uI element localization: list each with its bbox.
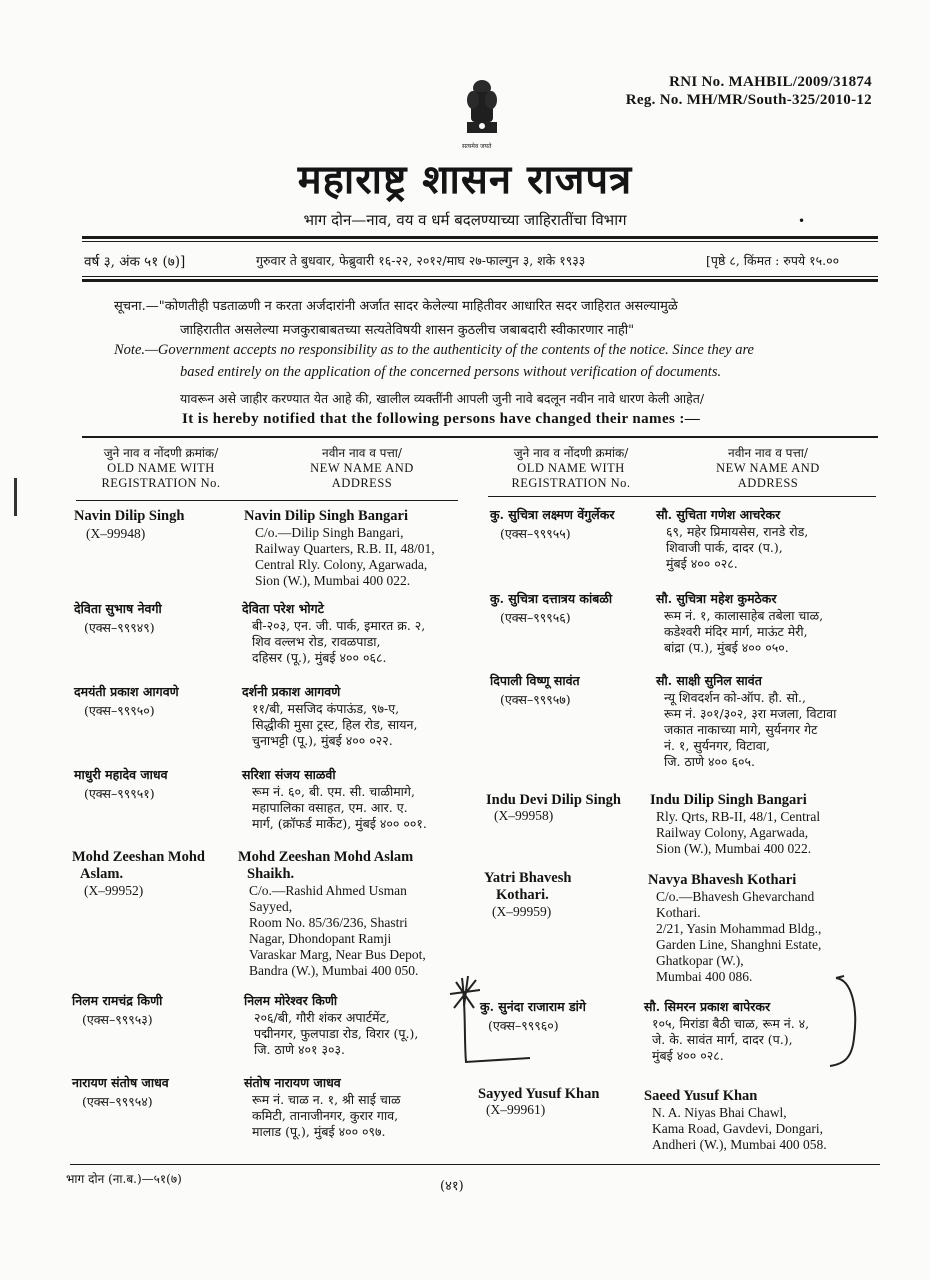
footer-page-number: (४१) [440,1179,464,1194]
header-new-name-right: नवीन नाव व पत्ता/ NEW NAME AND ADDRESS [716,446,820,490]
emblem-motto: सत्यमेव जयते [462,143,492,150]
entry-reg-number: (एक्स–९९९५०) [84,703,155,718]
gazette-title: महाराष्ट्र शासन राजपत्र [297,156,633,203]
entry-old-name: Sayyed Yusuf Khan [478,1086,600,1102]
header-rule-right [488,496,876,497]
entry-address: C/o.—Dilip Singh Bangari, Railway Quarters, R.B. II, 48/01, Central Rly. Colony, Agarwada, Sion (W.), Mumbai 400 022. [255,525,435,588]
entry-address: बी-२०३, एन. जी. पार्क, इमारत क्र. २, शिव वल्लभ रोड, रावळपाडा, दहिसर (पू.), मुंबई ४०० ०६८. [252,618,426,665]
entry-new-name: निलम मोरेश्वर किणी [244,993,338,1008]
entry-address: रूम नं. ६०, बी. एम. सी. चाळीमागे, महापालिका वसाहत, एम. आर. ए. मार्ग, (क्रॉफर्ड मार्केट), मुंबई ४०० ००१. [252,784,427,831]
issue-volume: वर्ष ३, अंक ५१ (७)] [84,254,186,270]
entry-new-name: Mohd Zeeshan Mohd Aslam [238,849,414,865]
entry-address: २०६/बी, गौरी शंकर अपार्टमेंट, पद्मीनगर, फुलपाडा रोड, विरार (पू.), जि. ठाणे ४०१ ३०३. [254,1010,419,1057]
top-rule-thin [82,241,878,242]
header-old-name-left: जुने नाव व नोंदणी क्रमांक/ OLD NAME WITH REGISTRATION No. [101,446,221,490]
entry-old-name: कु. सुचित्रा दत्तात्रय कांबळी [490,591,613,606]
entry-old-name: Indu Devi Dilip Singh [486,792,621,808]
entry-new-name: दर्शनी प्रकाश आगवणे [242,684,341,699]
entry-address: N. A. Niyas Bhai Chawl, Kama Road, Gavdevi, Dongari, Andheri (W.), Mumbai 400 058. [652,1105,827,1152]
issue-pages-price: [पृष्ठे ८, किंमत : रुपये १५.०० [706,253,840,268]
issue-rule [82,279,878,282]
entry-new-name-cont: Shaikh. [247,866,295,882]
entry-reg-number: (एक्स–९९९५५) [500,526,571,541]
entry-old-name: निलम रामचंद्र किणी [72,993,163,1008]
entry-new-name: Saeed Yusuf Khan [644,1088,758,1104]
entry-reg-number: (एक्स–९९९६०) [488,1018,559,1033]
entry-address: १०५, मिरांडा बैठी चाळ, रूम नं. ४, जे. के. सावंत मार्ग, दादर (प.), मुंबई ४०० ०२८. [652,1016,810,1063]
entry-new-name: सौ. सुचिता गणेश आचरेकर [656,507,781,522]
entry-new-name: Navya Bhavesh Kothari [648,872,797,888]
entry-reg-number: (X–99948) [86,526,146,541]
entry-address: ६९, महेर प्रिमायसेस, रानडे रोड, शिवाजी पार्क, दादर (प.), मुंबई ४०० ०२८. [666,524,809,571]
entry-address: Rly. Qrts, RB-II, 48/1, Central Railway Colony, Agarwada, Sion (W.), Mumbai 400 022. [656,809,821,856]
notice-english-line1: Note.—Government accepts no responsibility as to the authenticity of the contents of the notice. Since they are [114,342,754,358]
footer-rule [70,1164,880,1165]
entry-old-name-cont: Kothari. [496,887,549,903]
entry-new-name: Indu Dilip Singh Bangari [650,792,807,808]
entry-new-name: सौ. सिमरन प्रकाश बापेरकर [644,999,771,1014]
entry-old-name: Navin Dilip Singh [74,508,185,524]
notice-marathi-line2: जाहिरातीत असलेल्या मजकुराबाबतच्या सत्यतेविषयी शासन कुठलीच जबाबदारी स्वीकारणार नाही" [180,323,635,338]
entry-new-name: सरिशा संजय साळवी [242,767,336,782]
rni-number: RNI No. MAHBIL/2009/31874 [669,74,872,90]
handwritten-bracket-mark [440,968,860,1078]
entry-reg-number: (X–99952) [84,883,144,898]
entry-old-name: नारायण संतोष जाधव [72,1075,169,1090]
issue-date: गुरुवार ते बुधवार, फेब्रुवारी १६-२२, २०१२/माघ २७-फाल्गुन ३, शके १९३३ [256,253,586,268]
footer-section-code: भाग दोन (ना.ब.)—५१(७) [66,1172,182,1186]
entry-address: ११/बी, मसजिद कंपाऊंड, ९७-ए, सिद्धीकी मुसा ट्रस्ट, हिल रोड, सायन, चुनाभट्टी (पू.), मुंबई ४०० ०२२. [252,701,418,748]
entry-old-name: देविता सुभाष नेवगी [74,601,162,616]
notice-english-line2: based entirely on the application of the concerned persons without verification of documents. [180,364,722,380]
registration-number: Reg. No. MH/MR/South-325/2010-12 [625,92,872,108]
entry-reg-number: (एक्स–९९९५७) [500,692,571,707]
entry-new-name: संतोष नारायण जाधव [244,1075,341,1090]
stray-dot: • [798,214,806,228]
entry-old-name: माधुरी महादेव जाधव [74,767,168,782]
entry-reg-number: (एक्स–९९९४९) [84,620,155,635]
entry-address: रूम नं. चाळ न. १, श्री साई चाळ कमिटी, तानाजीनगर, कुरार गाव, मालाड (पू.), मुंबई ४०० ०९७. [252,1092,401,1139]
intro-marathi: यावरून असे जाहीर करण्यात येत आहे की, खालील व्यक्तींनी आपली जुनी नावे बदलून नवीन नावे धारण केली आहेत/ [180,391,705,406]
entry-reg-number: (एक्स–९९९५४) [82,1094,153,1109]
state-emblem-icon [458,78,506,150]
entry-old-name: दिपाली विष्णू सावंत [490,673,580,688]
entry-new-name: सौ. सुचित्रा महेश कुमठेकर [656,591,777,606]
entry-reg-number: (एक्स–९९९५१) [84,786,155,801]
entry-old-name: कु. सुनंदा राजाराम डांगे [480,999,586,1014]
entry-new-name: Navin Dilip Singh Bangari [244,508,408,524]
entry-reg-number: (X–99961) [486,1102,546,1117]
table-top-rule [82,436,878,438]
entry-old-name: Yatri Bhavesh [484,870,572,886]
entry-new-name: सौ. साक्षी सुनिल सावंत [656,673,762,688]
entry-old-name: कु. सुचित्रा लक्ष्मण वेंगुर्लेकर [490,507,615,522]
header-rule-left [76,500,458,501]
top-rule [82,236,878,239]
header-new-name-left: नवीन नाव व पत्ता/ NEW NAME AND ADDRESS [310,446,414,490]
entry-reg-number: (एक्स–९९९५३) [82,1012,153,1027]
entry-address: रूम नं. १, कालासाहेब तबेला चाळ, कडेश्वरी मंदिर मार्ग, माऊंट मेरी, बांद्रा (प.), मुंबई ४०० ०५०. [664,608,824,655]
entry-new-name: देविता परेश भोगटे [242,601,324,616]
entry-address: C/o.—Bhavesh Ghevarchand Kothari. 2/21, Yasin Mohammad Bldg., Garden Line, Shanghni Estate, Ghatkopar (W.), Mumbai 400 086. [656,889,822,984]
entry-address: C/o.—Rashid Ahmed Usman Sayyed, Room No. 85/36/236, Shastri Nagar, Dhondopant Ramji Varaskar Marg, Near Bus Depot, Bandra (W.), Mumbai 400 050. [249,883,426,978]
header-old-name-right: जुने नाव व नोंदणी क्रमांक/ OLD NAME WITH REGISTRATION No. [511,446,631,490]
entry-old-name: दमयंती प्रकाश आगवणे [74,684,179,699]
gazette-subtitle: भाग दोन—नाव, वय व धर्म बदलण्याच्या जाहिरातींचा विभाग [303,211,627,229]
intro-english: It is hereby notified that the following persons have changed their names :— [182,411,701,427]
entry-reg-number: (एक्स–९९९५६) [500,610,571,625]
entry-old-name: Mohd Zeeshan Mohd [72,849,205,865]
margin-mark [14,478,17,516]
entry-address: न्यू शिवदर्शन को-ऑप. हौ. सो., रूम नं. ३०१/३०२, ३रा मजला, विटावा जकात नाकाच्या मागे, सुर्यनगर गेट नं. १, सुर्यनगर, विटावा, जि. ठाणे ४०० ६०५. [664,690,837,769]
notice-marathi-line1: सूचना.—"कोणतीही पडताळणी न करता अर्जदारांनी अर्जात सादर केलेल्या माहितीवर आधारित सदर जाहिरात असल्यामुळे [114,299,678,314]
entry-reg-number: (X–99959) [492,904,552,919]
issue-rule-thin [82,276,878,277]
entry-reg-number: (X–99958) [494,808,554,823]
entry-old-name-cont: Aslam. [80,866,124,882]
